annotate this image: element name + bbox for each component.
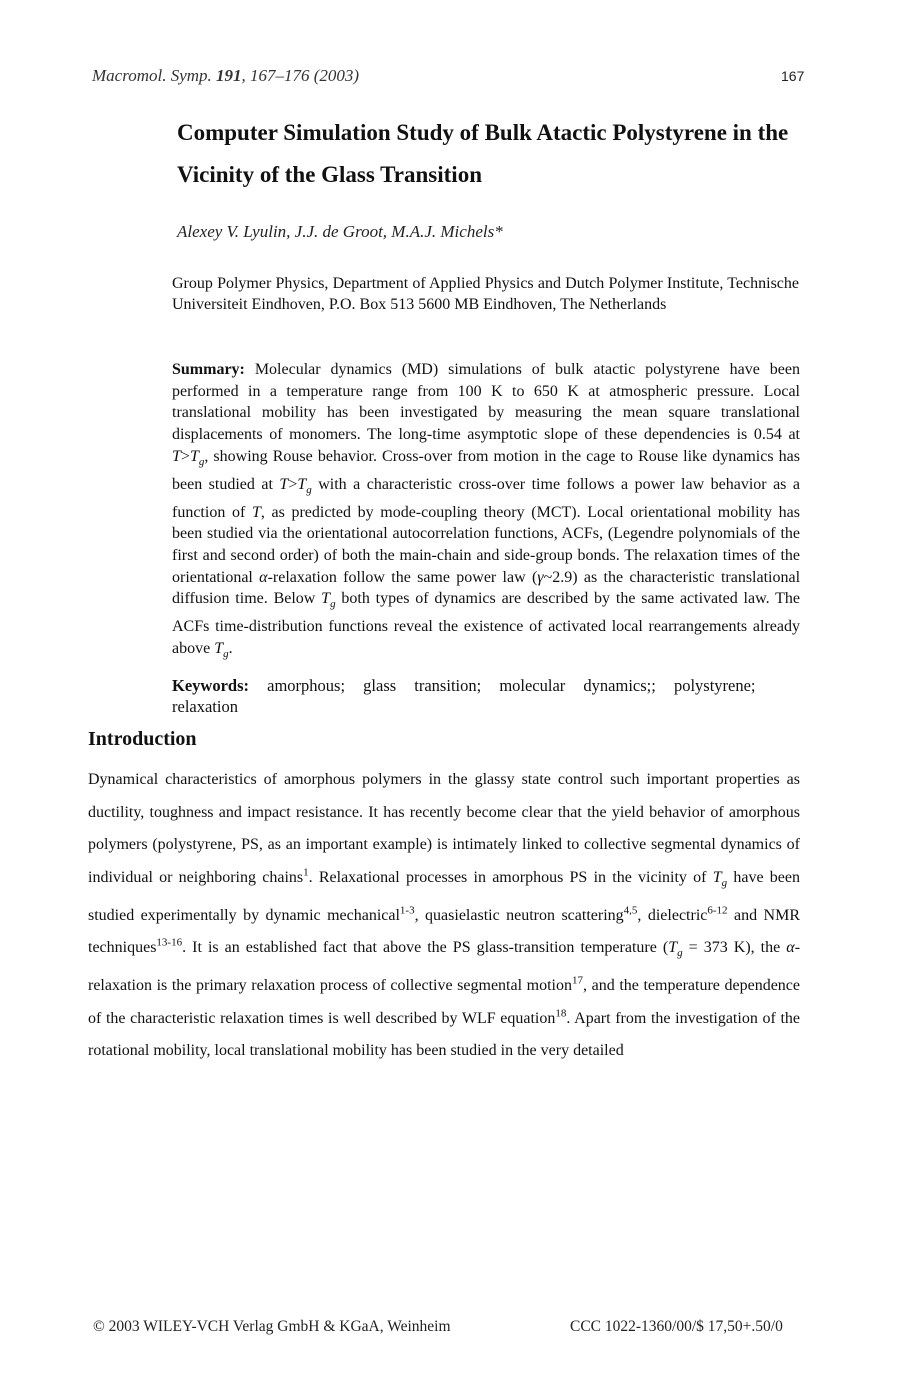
tg-symbol: $T_g$: [668, 939, 683, 960]
citation-ref: 1-3: [399, 904, 415, 917]
footer-copyright: © 2003 WILEY-VCH Verlag GmbH & KGaA, Weinheim: [93, 1318, 451, 1335]
tg-symbol: $T_g$: [297, 475, 312, 496]
summary-abstract: Summary: Molecular dynamics (MD) simulations of bulk atactic polystyrene have been performed in a temperature range from 100 K to 650 K at atmospheric pressure. Local translational mobility has been investigated by measuring the mean square translational displacements of monomers. The long-time asymptotic slope of these dependencies is 0.54 at $T>T_g$, showing Rouse behavior. Cross-over from motion in the cage to Rouse like dynamics has been studied at $T>T_g$ with a characteristic cross-over time follows a power law behavior as a function of T, as predicted by mode-coupling theory (MCT). Local orientational mobility has been studied via the orientational autocorrelation functions, ACFs, (Legendre polynomials of the first and second order) of both the main-chain and side-group bonds. The relaxation times of the orientational α-relaxation follow the same power law (γ~2.9) as the characteristic translational diffusion time. Below $T_g$ both types of dynamics are described by the same activated law. The ACFs time-distribution functions reveal the existence of activated local rearrangements already above $T_g$.: [172, 361, 801, 661]
alpha-symbol: α: [786, 939, 795, 957]
summary-label: Summary:: [172, 361, 245, 378]
page-number: 167: [781, 68, 805, 84]
citation-ref: 1: [303, 866, 309, 879]
affiliation: Group Polymer Physics, Department of Applied Physics and Dutch Polymer Institute, Technische Universiteit Eindhoven, P.O. Box 513 5600 MB Eindhoven, The Netherlands: [172, 275, 799, 313]
keywords-label: Keywords:: [172, 676, 249, 695]
tg-symbol: $T_g$: [189, 447, 205, 468]
t-symbol: T: [172, 447, 181, 465]
t-symbol: T: [279, 475, 289, 493]
tg-symbol: $T_g$: [321, 590, 336, 611]
gamma-symbol: γ: [537, 568, 544, 586]
alpha-symbol: α: [259, 568, 268, 586]
introduction-paragraph: Dynamical characteristics of amorphous polymers in the glassy state control such important properties as ductility, toughness and impact resistance. It has recently become clear that the yield behavior of amorphous polymers (polystyrene, PS, as an important example) is intimately linked to collective segmental dynamics of individual or neighboring chains$^1$. Relaxational processes in amorphous PS in the vicinity of $T_g$ have been studied experimentally by dynamic mechanical$^{1-3}$, quasielastic neutron scattering$^{4,5}$, dielectric$^{6-12}$ and NMR techniques$^{13-16}$. It is an established fact that above the PS glass-transition temperature ($T_g = 373$ K), the α-relaxation is the primary relaxation process of collective segmental motion$^{17}$, and the temperature dependence of the characteristic relaxation times is well described by WLF equation$^{18}$. Apart from the investigation of the rotational mobility, local translational mobility has been studied in the very detailed: [88, 771, 801, 1060]
keywords-text: amorphous; glass transition; molecular dynamics;; polystyrene; relaxation: [172, 676, 756, 716]
t-symbol: T: [251, 503, 261, 521]
citation-ref: 6-12: [707, 904, 728, 917]
tg-symbol: $T_g$: [214, 640, 229, 661]
article-title: Computer Simulation Study of Bulk Atactic Polystyrene in the Vicinity of the Glass Transition: [177, 120, 789, 187]
keywords: [172, 675, 822, 717]
citation-ref: 4,5: [623, 904, 638, 917]
journal-citation: Macromol. Symp. 191, 167–176 (2003): [92, 66, 360, 85]
tg-symbol: $T_g$: [712, 868, 728, 889]
citation-ref: 17: [572, 974, 583, 987]
citation-ref: 13-16: [156, 936, 183, 949]
section-heading-introduction: Introduction: [88, 728, 197, 750]
journal-volume: 191: [216, 66, 242, 85]
author-list: Alexey V. Lyulin, J.J. de Groot, M.A.J. Michels*: [177, 222, 503, 241]
footer-ccc-code: CCC 1022-1360/00/$ 17,50+.50/0: [570, 1318, 783, 1335]
citation-ref: 18: [555, 1007, 567, 1020]
